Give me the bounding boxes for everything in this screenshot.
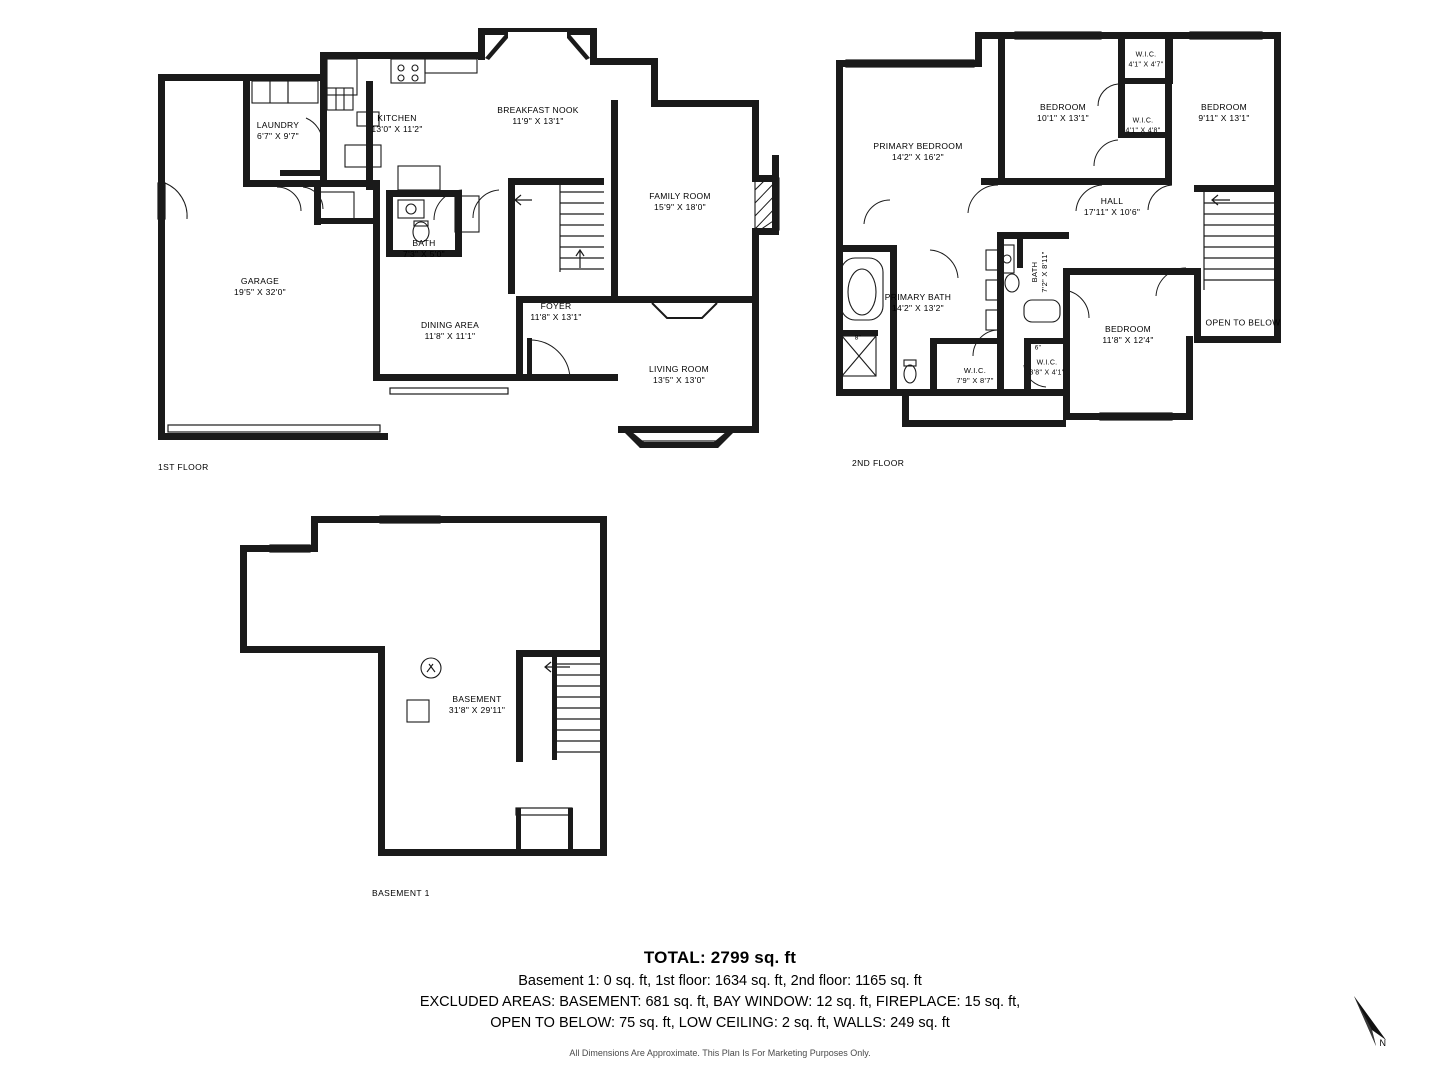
room-name: PRIMARY BATH (884, 292, 952, 302)
room-name: PRIMARY BEDROOM (873, 141, 963, 151)
room-name: W.I.C. (1135, 51, 1157, 59)
room-dim: 3'8" X 4'1" (1029, 369, 1065, 376)
room-dim: 7'3" X 5'0" (403, 249, 445, 259)
room-dim: 4'1" X 4'7" (1128, 61, 1164, 68)
room-dim: 17'11" X 10'6" (1083, 207, 1141, 217)
room-name: GARAGE (240, 276, 280, 286)
room-label-primary-bath (885, 292, 951, 314)
room-label-garage (234, 276, 286, 298)
room-label-living-room (649, 364, 709, 386)
room-name: W.I.C. (963, 366, 987, 375)
room-dim: 10'1" X 13'1" (1037, 113, 1089, 123)
room-dim: 11'8" X 12'4" (1102, 335, 1154, 345)
room-name: DINING AREA (420, 320, 480, 330)
room-dim: 31'8" X 29'11" (448, 705, 506, 715)
room-dim: 11'9" X 13'1" (512, 116, 564, 126)
room-label-wic-second (1125, 117, 1160, 136)
room-label-bedroom-rear (1102, 324, 1153, 346)
closet-tag-one: 8" (854, 334, 862, 342)
room-label-foyer (530, 301, 581, 323)
compass-north-label: N (1379, 1038, 1386, 1048)
room-label-wic-primary (956, 366, 993, 386)
room-label-primary-bedroom (873, 141, 962, 163)
room-name: W.I.C. (1036, 359, 1058, 367)
room-name: KITCHEN (377, 113, 417, 123)
room-dim: 13'0" X 11'2" (371, 124, 423, 134)
summary-block (0, 948, 1440, 1058)
closet-tag-two: 6" (1034, 344, 1042, 352)
room-name: BEDROOM (1104, 324, 1152, 334)
excluded-areas-line-1: EXCLUDED AREAS: BASEMENT: 681 sq. ft, BAY WINDOW: 12 sq. ft, FIREPLACE: 15 sq. ft, (419, 994, 1021, 1010)
room-name: BREAKFAST NOOK (497, 105, 579, 115)
room-label-bedroom-front-left (1037, 102, 1089, 124)
room-dim: 14'2" X 13'2" (892, 303, 944, 313)
floor-title-second: 2ND FLOOR (852, 458, 905, 468)
floor-title-basement: BASEMENT 1 (372, 888, 430, 898)
room-label-bedroom-front-right (1198, 102, 1249, 124)
room-dim: 4'1" X 4'8" (1125, 127, 1161, 134)
room-name: OPEN TO BELOW (1205, 317, 1281, 328)
room-dim: 14'2" X 16'2" (892, 152, 944, 162)
room-dim: 6'7" X 9'7" (257, 131, 299, 141)
compass-icon (1346, 990, 1398, 1046)
room-dim: 11'8" X 13'1" (530, 312, 582, 322)
compass-rose (1346, 990, 1398, 1046)
room-name: FOYER (540, 301, 572, 311)
room-dim: 13'5" X 13'0" (653, 375, 705, 385)
room-label-family-room (649, 191, 711, 213)
room-label-breakfast-nook (497, 105, 579, 127)
room-dim: 19'5" X 32'0" (234, 287, 286, 297)
room-label-bath-second (1030, 251, 1050, 292)
room-name: HALL (1100, 196, 1124, 206)
room-label-open-to-below (1206, 318, 1281, 329)
room-label-hall (1084, 196, 1140, 218)
room-label-bath-first (403, 238, 445, 260)
room-label-basement (449, 694, 505, 716)
disclaimer: All Dimensions Are Approximate. This Plan Is For Marketing Purposes Only. (569, 1048, 871, 1058)
floor-title-first: 1ST FLOOR (158, 462, 209, 472)
floor-areas-line: Basement 1: 0 sq. ft, 1st floor: 1634 sq. ft, 2nd floor: 1165 sq. ft (518, 973, 922, 989)
room-name: W.I.C. (1132, 117, 1154, 125)
room-name: BATH (412, 238, 436, 248)
room-name: BEDROOM (1039, 102, 1087, 112)
room-name: BATH (1030, 261, 1039, 283)
total-area: TOTAL: 2799 sq. ft (643, 948, 797, 967)
room-dim: 15'9" X 18'0" (654, 202, 706, 212)
room-name: LIVING ROOM (649, 364, 709, 374)
room-name: BEDROOM (1200, 102, 1248, 112)
room-label-wic-small (1029, 359, 1064, 378)
room-label-kitchen (371, 113, 422, 135)
room-name: BASEMENT (452, 694, 502, 704)
room-label-laundry (257, 120, 300, 142)
room-name: FAMILY ROOM (649, 191, 711, 201)
room-dim: 9'11" X 13'1" (1198, 113, 1250, 123)
room-label-dining-area (421, 320, 479, 342)
room-dim: 7'2" X 8'11" (1040, 251, 1049, 293)
room-dim: 7'9" X 8'7" (956, 376, 994, 385)
basement-geometry (240, 516, 607, 856)
room-dim: 11'8" X 11'1" (424, 331, 476, 341)
excluded-areas-line-2: OPEN TO BELOW: 75 sq. ft, LOW CEILING: 2 sq. ft, WALLS: 249 sq. ft (490, 1015, 950, 1031)
room-name: LAUNDRY (256, 120, 300, 130)
room-label-wic-top (1128, 51, 1163, 70)
